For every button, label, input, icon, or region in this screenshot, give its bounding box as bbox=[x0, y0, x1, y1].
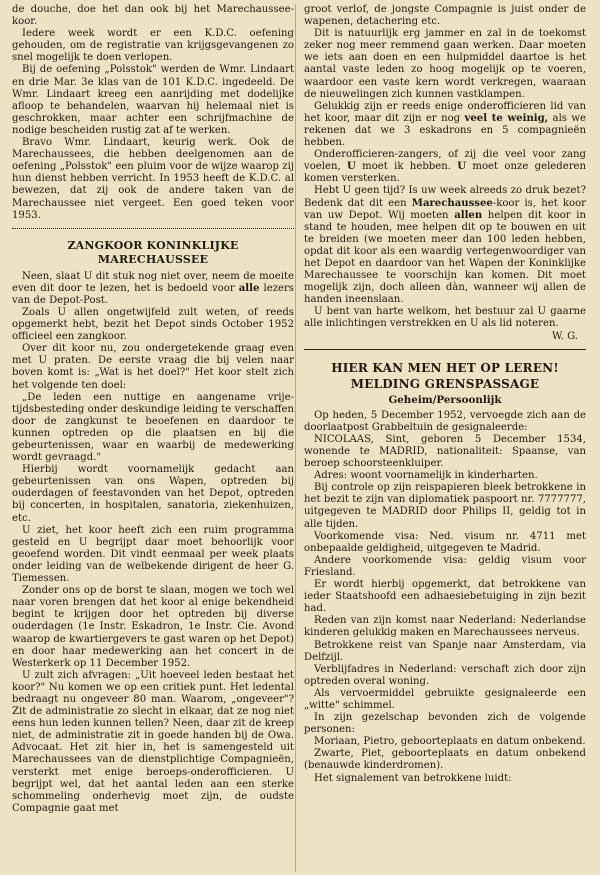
paragraph: de douche, doe het dan ook bij het Marechaussee-koor. bbox=[12, 4, 294, 28]
column-divider bbox=[295, 4, 296, 872]
paragraph: Betrokkene reist van Spanje naar Amsterdam, via Delfzijl. bbox=[304, 639, 586, 663]
article-title-line: MELDING GRENSPASSAGE bbox=[350, 376, 540, 391]
article-title-line: MARECHAUSSEE bbox=[97, 252, 209, 266]
section-divider bbox=[304, 349, 586, 350]
paragraph: Als vervoermiddel gebruikte gesignaleerde een „witte" schimmel. bbox=[304, 687, 586, 711]
paragraph: Het signalement van betrokkene luidt: bbox=[314, 772, 512, 784]
left-column bbox=[12, 4, 294, 815]
article-title-line: ZANGKOOR KONINKLIJKE bbox=[67, 238, 239, 252]
paragraph: Adres: woont voornamelijk in kinderharten. bbox=[314, 470, 538, 482]
paragraph: Zoals U allen ongetwijfeld zult weten, of reeds opgemerkt hebt, bezit het Depot sinds October 1952 officieel een zangkoor. bbox=[12, 306, 294, 343]
paragraph: Bravo Wmr. Lindaart, keurig werk. Ook de Marechaussees, die hebben deelgenomen aan de oefening „Polsstok" een pluim voor de wijze waarop zij hun dienst hebben verricht. In 1953 heeft de K.D.C. al bewezen, dat zij ook de andere taken van de Marechaussee niet vergeet. Een goed teken voor 1953. bbox=[12, 137, 294, 221]
paragraph: Over dit koor nu, zou ondergetekende graag even met U praten. De eerste vraag die bij velen naar boven komt is: „Wat is het doel?" Het koor stelt zich het volgende ten doel: bbox=[12, 343, 294, 391]
paragraph: Andere voorkomende visa: geldig visum voor Friesland. bbox=[304, 554, 586, 578]
paragraph: Gelukkig zijn er reeds enige onderofficieren lid van het koor, maar dit zijn er nog veel te weinig, als we rekenen dat we 3 eskadrons en 5 compagnieën hebben. bbox=[304, 100, 586, 149]
paragraph: Hierbij wordt voornamelijk gedacht aan gebeurtenissen van ons Wapen, optreden bij ouderdagen of feestavonden van het Depot, optreden bij concerten, in hospitalen, sanatoria, ziekenhuizen, etc. bbox=[12, 464, 294, 524]
article-title bbox=[12, 239, 294, 267]
article-title-line: HIER KAN MEN HET OP LEREN! bbox=[331, 360, 559, 375]
paragraph: Verblijfadres in Nederland: verschaft zich door zijn optreden overal woning. bbox=[304, 663, 586, 687]
paragraph: U zult zich afvragen: „Uit hoeveel leden bestaat het koor?" Nu komen we op een critiek punt. Het ledental bedraagt nu ongeveer 80 man. Waarom, „ongeveer"? Zit de administratie zo slecht in elkaar, dat ze nog niet eens hun leden kunnen tellen? Neen, daar zit de kreep niet, de administratie zit in goede handen bij de Owa. Advocaat. Het zit hier in, het is samengesteld uit Marechaussees van de dienstplichtige Compagnieën, versterkt met enige beroeps-onderofficieren. U begrijpt wel, dat het aantal leden aan een sterke schommeling onderhevig moet zijn, de oudste Compagnie gaat met bbox=[12, 669, 294, 814]
paragraph: Iedere week wordt er een K.D.C. oefening gehouden, om de registratie van krijgsgevangenen zo snel mogelijk te doen verlopen. bbox=[12, 28, 294, 64]
paragraph: Reden van zijn komst naar Nederland: Nederlandse kinderen gelukkig maken en Marechaussees nerveus. bbox=[304, 615, 586, 639]
paragraph: Moriaan, Pietro, geboorteplaats en datum onbekend. bbox=[314, 736, 586, 748]
paragraph: Zonder ons op de borst te slaan, mogen we toch wel naar voren brengen dat het koor al enige bekendheid begint te krijgen door het optreden bij diverse ouderdagen (1e Instr. Eskadron, 1e Instr. Cie. Avond waarop de kwartiergevers te gast waren op het Depot) en door haar medewerking aan het concert in de Westerkerk op 11 December 1952. bbox=[12, 585, 294, 669]
quote-paragraph: „De leden een nuttige en aangename vrije-tijdsbesteding onder deskundige leiding te verschaffen door de zangkunst te beoefenen en daardoor te kunnen optreden op die plaatsen en bij die gebeurtenissen, waar en waarbij de medewerking wordt gevraagd." bbox=[12, 391, 294, 464]
paragraph: Er wordt hierbij opgemerkt, dat betrokkene van ieder Staatshoofd een adhaesiebetuiging in zijn bezit had. bbox=[304, 579, 586, 615]
paragraph: Zwarte, Piet, geboorteplaats en datum onbekend (benauwde kinderdromen). bbox=[304, 748, 586, 772]
paragraph: U ziet, het koor heeft zich een ruim programma gesteld en U begrijpt daar moet behoorlijk voor geoefend worden. Dit vindt eenmaal per week plaats onder leiding van de welbekende dirigent de heer G. Tiemessen. bbox=[12, 524, 294, 585]
article-title bbox=[304, 360, 586, 392]
paragraph: U bent van harte welkom, het bestuur zal U gaarne alle inlichtingen verstrekken en U als lid noteren. bbox=[304, 306, 586, 330]
author-signature: W. G. bbox=[552, 330, 578, 342]
paragraph: Neen, slaat U dit stuk nog niet over, neem de moeite even dit door te lezen, het is bedoeld voor alle lezers van de Depot-Post. bbox=[12, 270, 294, 306]
paragraph: groot verlof, de jongste Compagnie is juist onder de wapenen, detachering etc. bbox=[304, 4, 586, 28]
paragraph: Voorkomende visa: Ned. visum nr. 4711 met onbepaalde geldigheid, uitgegeven te Madrid. bbox=[304, 530, 586, 554]
article-subtitle: Geheim/Persoonlijk bbox=[388, 393, 502, 406]
paragraph: Dit is natuurlijk erg jammer en zal in de toekomst zeker nog meer remmend gaan werken. Daar moeten we iets aan doen en een hulpmiddel daartoe is het aantal vaste leden zo hoog mogelijk op te voeren, waardoor een vaste kern wordt verkregen, waaraan de nieuwelingen zich kunnen vastklampen. bbox=[304, 28, 586, 100]
paragraph: In zijn gezelschap bevonden zich de volgende personen: bbox=[304, 712, 586, 736]
paragraph: Bij controle op zijn reispapieren bleek betrokkene in het bezit te zijn van diplomatiek paspoort nr. 7777777, uitgegeven te MADRID door Philips II, geldig tot in alle tijden. bbox=[304, 482, 586, 530]
right-column bbox=[304, 4, 586, 785]
paragraph: Hebt U geen tijd? Is uw week alreeds zo druk bezet? Bedenk dat dit een Marechaussee-koor is, het koor van uw Depot. Wij moeten allen helpen dit koor in stand te houden, mee helpen dit op te bouwen en uit te breiden (we moeten meer dan 100 leden hebben, opdat dit koor als een waardig vertegenwoordiger van het Depot en daardoor van het Wapen der Koninklijke Marechaussee te voorschijn kan komen. Dit moet mogelijk zijn, doch alleen dàn, wanneer wij allen de handen ineenslaan. bbox=[304, 185, 587, 306]
paragraph: NICOLAAS, Sint, geboren 5 December 1534, wonende te MADRID, nationaliteit: Spaanse, van beroep schoorsteenkluiper. bbox=[304, 433, 586, 470]
section-divider bbox=[12, 228, 294, 229]
paragraph: Onderofficieren-zangers, of zij die veel voor zang voelen, U moet ik hebben. U moet onze gelederen komen versterken. bbox=[304, 149, 587, 185]
paragraph: Op heden, 5 December 1952, vervoegde zich aan de doorlaatpost Grabbeltuin de gesignaleerde: bbox=[304, 409, 586, 433]
paragraph: Bij de oefening „Polsstok" werden de Wmr. Lindaart en drie Mar. 3e klas van de 101 K.D.C. ingedeeld. De Wmr. Lindaart kreeg een aanrijding met dodelijke afloop te behandelen, waarvan hij helemaal niet is geschrokken, maar achter een schrijfmachine de nodige bescheiden rustig zat af te werken. bbox=[12, 64, 294, 136]
